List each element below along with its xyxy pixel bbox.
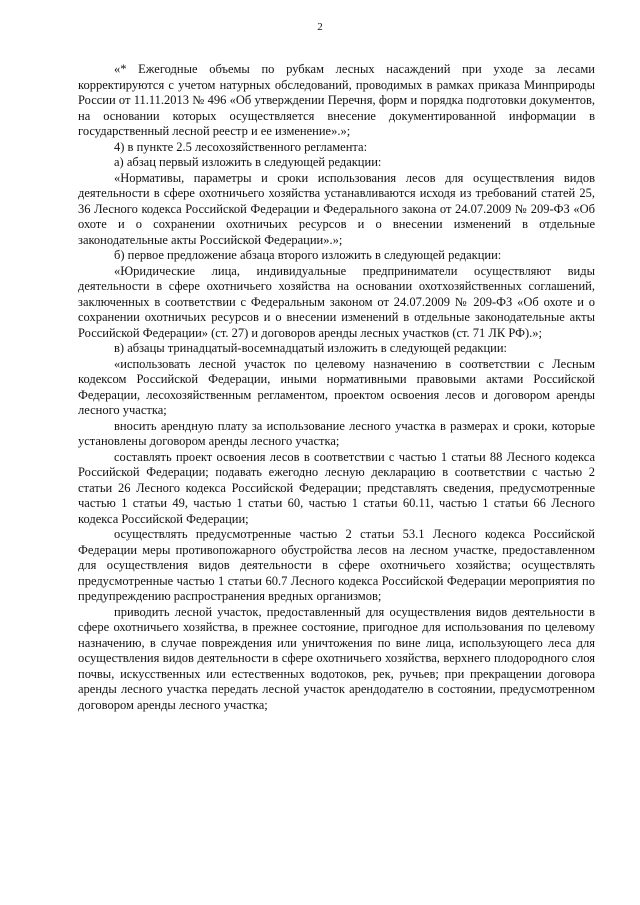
paragraph-item-4v: в) абзацы тринадцатый-восемнадцатый изложить в следующей редакции:: [114, 341, 508, 355]
paragraph-restore-plot: приводить лесной участок, предоставленный для осуществления видов деятельности в сфере охотничьего хозяйства, в прежнее состояние, пригодное для использования по целевому назначению, в случае повреждения или уничтожения по вине лица, использующего леса для осуществления видов деятельности в сфере охотничьего хозяйства, верхнего плодородного слоя почвы, искусственных или естественных водотоков, рек, ручьев; при прекращении договора аренды лесного участка передать лесной участок арендодателю в состоянии, предусмотренном договором аренды лесного участка;: [78, 604, 595, 712]
page-number: 2: [317, 21, 323, 33]
paragraph-norms-hunting: «Нормативы, параметры и сроки использования лесов для осуществления видов деятельности в сфере охотничьего хозяйства устанавливаются исходя из требований статей 25, 36 Лесного кодекса Российской Федерации и Федерального закона от 24.07.2009 № 209-ФЗ «Об охоте и о сохранении охотничьих ресурсов и о внесении изменений в отдельные законодательные акты Российской Федерации».»;: [78, 170, 595, 247]
paragraph-use-forest-plot: «использовать лесной участок по целевому назначению в соответствии с Лесным кодексом Российской Федерации, иными нормативными правовыми актами Российской Федерации, лесохозяйственным регламентом, проектом освоения лесов и договором аренды лесного участка;: [78, 356, 595, 417]
paragraph-item-4: 4) в пункте 2.5 лесохозяйственного регламента:: [114, 139, 368, 154]
paragraph-footnote-annual-volumes: «* Ежегодные объемы по рубкам лесных насаждений при уходе за лесами корректируются с учетом натурных обследований, проводимых в рамках приказа Минприроды России от 11.11.2013 № 496 «Об утверждении Перечня, форм и порядка подготовки документов, на основании которых осуществляется внесение документированной информации в государственный лесной реестр и ее изменение».»;: [78, 62, 595, 138]
paragraph-forest-project: составлять проект освоения лесов в соответствии с частью 1 статьи 88 Лесного кодекса Российской Федерации; подавать ежегодно лесную декларацию в соответствии с частью 2 статьи 26 Лесного кодекса Российской Федерации; представлять сведения, предусмотренные частью 1 статьи 49, частью 1 статьи 60, частью 1 статьи 60.11, частью 1 статьи 66 Лесного кодекса Российской Федерации;: [78, 449, 595, 526]
paragraph-item-4b: б) первое предложение абзаца второго изложить в следующей редакции:: [114, 248, 502, 262]
paragraph-rent-payment: вносить арендную плату за использование лесного участка в размерах и сроки, которые установлены договором аренды лесного участка;: [78, 418, 595, 448]
document-body: [78, 62, 595, 713]
paragraph-item-4a: а) абзац первый изложить в следующей редакции:: [114, 155, 382, 169]
paragraph-legal-entities: «Юридические лица, индивидуальные предприниматели осуществляют виды деятельности в сфере охотничьего хозяйства на основании охотхозяйственных соглашений, заключенных в соответствии с Федеральным законом от 24.07.2009 № 209-ФЗ «Об охоте и о сохранении охотничьих ресурсов и о внесении изменений в отдельные законодательные акты Российской Федерации» (ст. 27) и договоров аренды лесных участков (ст. 71 ЛК РФ).»;: [78, 263, 595, 340]
paragraph-fire-measures: осуществлять предусмотренные частью 2 статьи 53.1 Лесного кодекса Российской Федерации меры противопожарного обустройства лесов на лесном участке, предоставленном для осуществления видов деятельности в сфере охотничьего хозяйства; осуществлять предусмотренные частью 1 статьи 60.7 Лесного кодекса Российской Федерации мероприятия по предупреждению распространения вредных организмов;: [78, 527, 595, 603]
